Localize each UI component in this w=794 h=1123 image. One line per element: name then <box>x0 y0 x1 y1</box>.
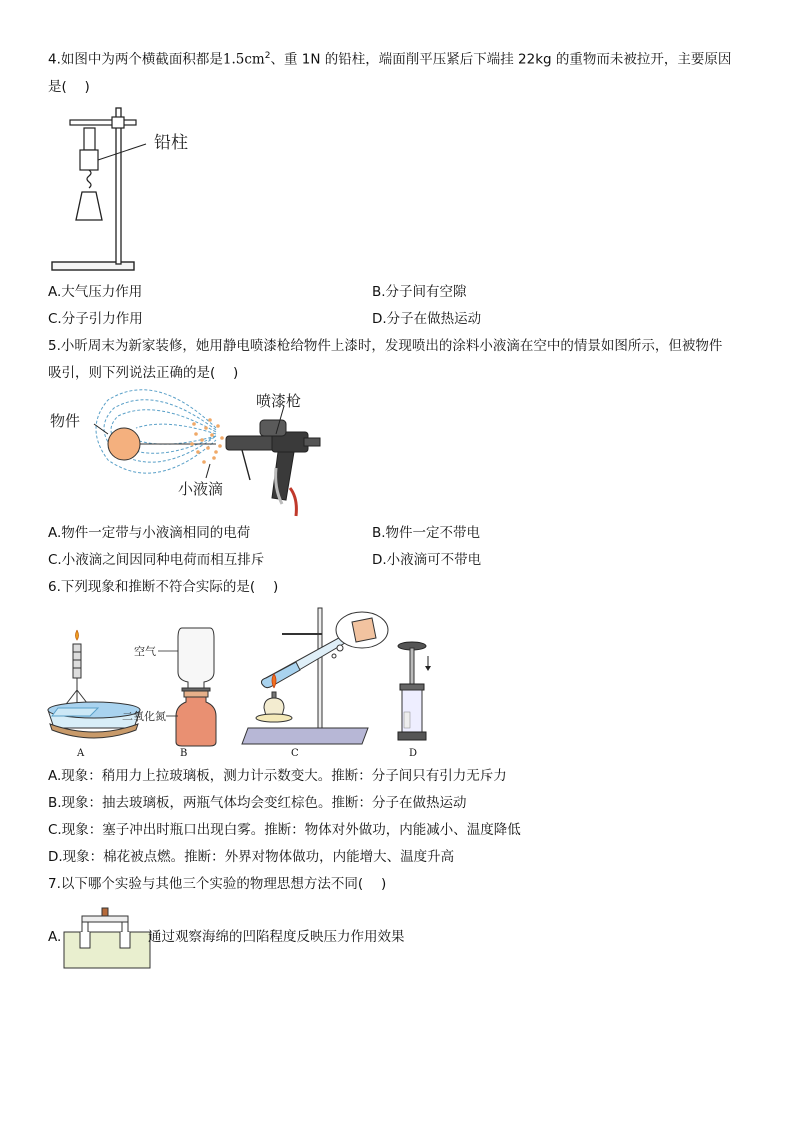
q4-stem-part2: 、重 1N 的铅柱，端面削平压紧后下端挂 22kg 的重物而未被拉开，主要原因 <box>270 51 732 68</box>
q6-figure-d <box>390 640 440 744</box>
q5-option-d: D.小液滴可不带电 <box>372 552 482 568</box>
q7-stem: 7.以下哪个实验与其他三个实验的物理思想方法不同( ) <box>48 876 387 892</box>
q6-option-c: C.现象：塞子冲出时瓶口出现白雾。推断：物体对外做功，内能减小、温度降低 <box>48 822 521 838</box>
q4-option-b: B.分子间有空隙 <box>372 284 467 300</box>
q6-caption-c: C <box>291 748 299 759</box>
q6-option-b: B.现象：抽去玻璃板，两瓶气体均会变红棕色。推断：分子在做热运动 <box>48 795 467 811</box>
q5-stem-line2: 吸引，则下列说法正确的是( ) <box>48 365 239 381</box>
q6-option-a: A.现象：稍用力上拉玻璃板，测力计示数变大。推断：分子间只有引力无斥力 <box>48 768 507 784</box>
q6-label-no2: 二氧化氮 <box>122 710 166 723</box>
q7-option-a-text: 通过观察海绵的凹陷程度反映压力作用效果 <box>148 929 405 945</box>
q6-option-d: D.现象：棉花被点燃。推断：外界对物体做功，内能增大、温度升高 <box>48 849 455 865</box>
q4-option-d: D.分子在做热运动 <box>372 311 482 327</box>
q4-lead-cylinder-figure <box>46 104 256 276</box>
q6-stem: 6.下列现象和推断不符合实际的是( ) <box>48 579 279 595</box>
q4-figure-label: 铅柱 <box>154 133 188 153</box>
q4-stem-part1: 4.如图中为两个横截面积都是 <box>48 51 223 68</box>
q7-option-a-label: A. <box>48 929 62 945</box>
q6-figure-c <box>242 604 394 744</box>
q6-caption-d: D <box>409 748 418 759</box>
q4-stem-line1 <box>48 52 731 67</box>
q5-option-a: A.物件一定带与小液滴相同的电荷 <box>48 525 251 541</box>
q5-label-object: 物件 <box>50 412 81 430</box>
q4-area-value: 1.5cm <box>222 51 265 68</box>
q5-label-droplet: 小液滴 <box>178 480 224 498</box>
q5-stem-line1: 5.小昕周末为新家装修，她用静电喷漆枪给物件上漆时，发现喷出的涂料小液滴在空中的情景如图所示，但被物件 <box>48 338 723 354</box>
q4-area-sup: 2 <box>264 51 271 61</box>
q5-spray-gun-figure <box>46 388 346 518</box>
q7-sponge-figure <box>62 902 152 970</box>
q4-option-a: A.大气压力作用 <box>48 284 143 300</box>
q4-option-c: C.分子引力作用 <box>48 311 143 327</box>
q6-label-air: 空气 <box>134 645 156 658</box>
q5-label-gun: 喷漆枪 <box>256 392 302 410</box>
q5-option-c: C.小液滴之间因同种电荷而相互排斥 <box>48 552 265 568</box>
q5-option-b: B.物件一定不带电 <box>372 525 481 541</box>
q4-stem-line2: 是( ) <box>48 79 90 95</box>
q6-caption-b: B <box>180 748 188 759</box>
q6-caption-a: A <box>77 748 85 759</box>
q6-figure-b <box>120 624 220 748</box>
